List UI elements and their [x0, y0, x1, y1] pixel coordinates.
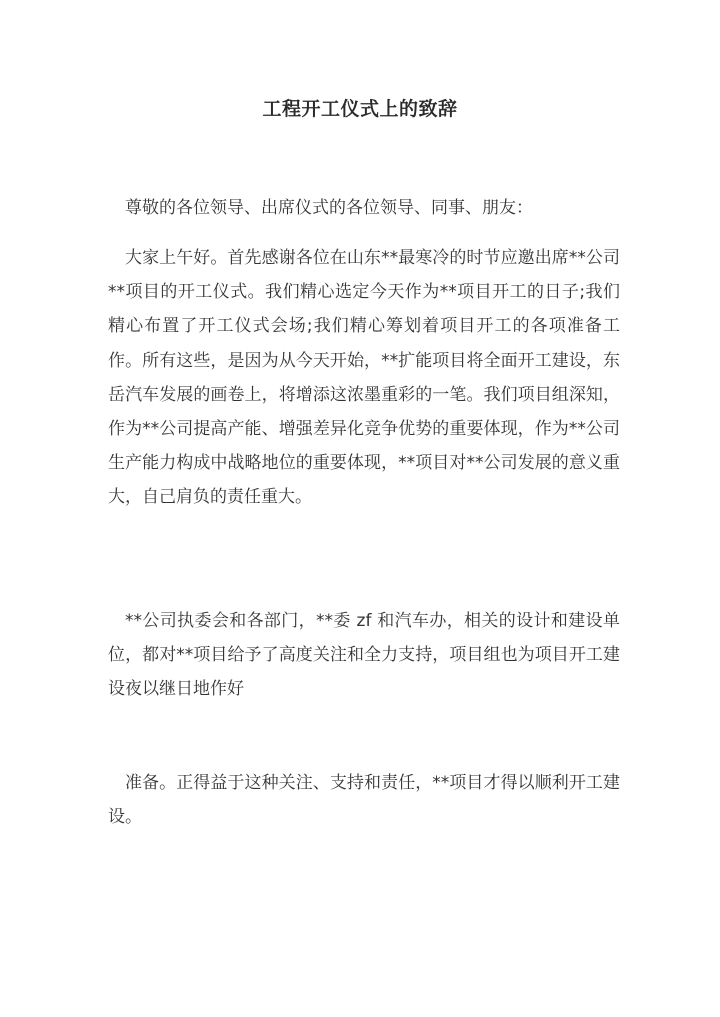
body-paragraph-3: 准备。正得益于这种关注、支持和责任，**项目才得以顺利开工建设。: [108, 773, 620, 828]
greeting-paragraph: 尊敬的各位领导、出席仪式的各位领导、同事、朋友：: [125, 198, 533, 218]
document-title: 工程开工仪式上的致辞: [262, 98, 458, 120]
body-paragraph-2: **公司执委会和各部门，**委 zf 和汽车办，相关的设计和建设单位，都对**项目给予了高度关注和全力支持，项目组也为项目开工建设夜以继日地作好: [108, 611, 620, 700]
body-paragraph-1: 大家上午好。首先感谢各位在山东**最寒冷的时节应邀出席**公司**项目的开工仪式。我们精心选定今天作为**项目开工的日子;我们精心布置了开工仪式会场;我们精心筹划着项目开工的各项准备工作。所有这些，是因为从今天开始，**扩能项目将全面开工建设，东岳汽车发展的画卷上，将增添这浓墨重彩的一笔。我们项目组深知，作为**公司提高产能、增强差异化竞争优势的重要体现，作为**公司生产能力构成中战略地位的重要体现，**项目对**公司发展的意义重大，自己肩负的责任重大。: [108, 248, 620, 508]
